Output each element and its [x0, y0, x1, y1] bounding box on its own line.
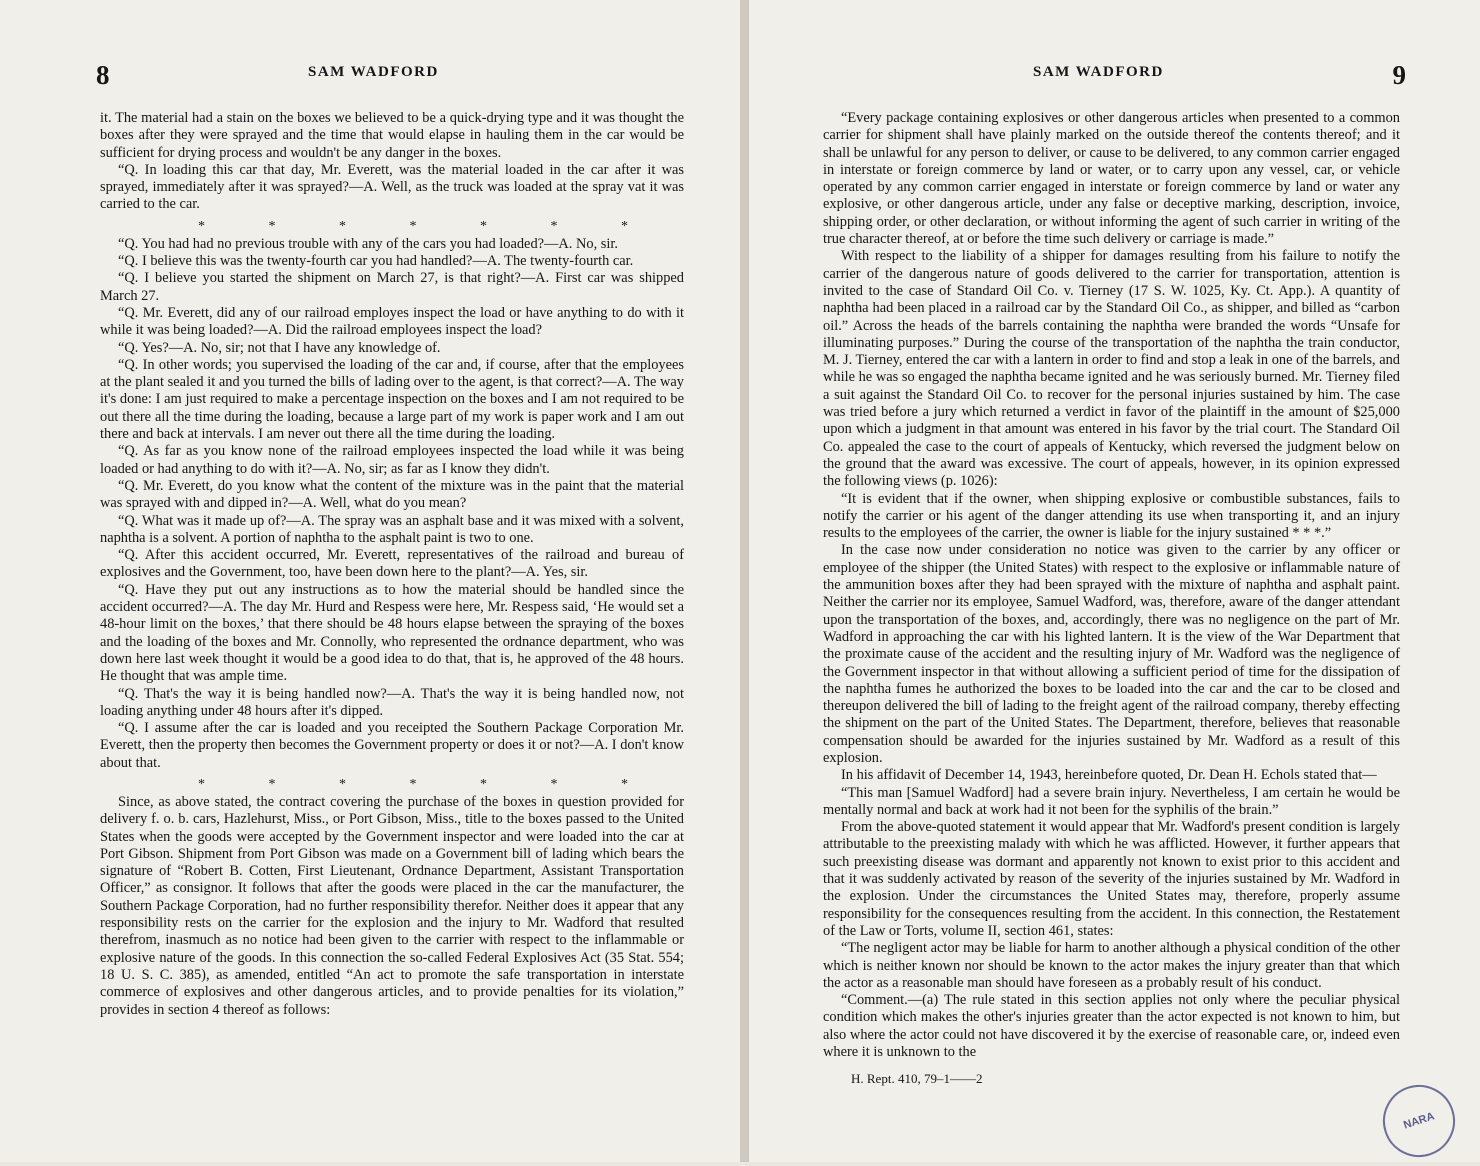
paragraph: With respect to the liability of a shipper for damages resulting from his failure to notify the carrier of the dangerous nature of goods delivered to the carrier for transportation, attention is invited to the case of Standard Oil Co. v. Tierney (17 S. W. 1025, Ky. Ct. App.). A quantity of naphtha had been placed in a railroad car by the Standard Oil Co., as shipper, and billed as “carbon oil.” Across the heads of the barrels containing the naphtha were branded the words “Unsafe for illuminating purposes.” During the course of the transportation of the naphtha the train conductor, M. J. Tierney, entered the car with a lantern in order to find and stop a leak in one of the barrels, and while he was so engaged the naphtha became ignited and he was seriously burned. Mr. Tierney filed a suit against the Standard Oil Co. to recover for the personal injuries sustained by him. The case was tried before a jury which returned a verdict in favor of the plaintiff in the amount of $25,000 upon which a judgment in that amount was entered in his favor by the trial court. The Standard Oil Co. appealed the case to the court of appeals of Kentucky, which reversed the judgment below on the ground that the award was excessive. The court of appeals, however, in its opinion expressed the following views (p. 1026): — [823, 248, 1400, 490]
asterisk: * — [339, 218, 346, 234]
paragraph: “Q. In loading this car that day, Mr. Everett, was the material loaded in the car after it was sprayed, immediately after it was sprayed?—A. Well, as the truck was loaded at the spray vat it was carried to the car. — [100, 161, 684, 213]
right-page-header — [823, 60, 1406, 110]
asterisk: * — [339, 776, 346, 792]
asterisk: * — [480, 218, 487, 234]
paragraph: “Q. I believe this was the twenty-fourth car you had handled?—A. The twenty-fourth car. — [118, 253, 634, 270]
book-gutter — [740, 0, 748, 1162]
paragraph: In his affidavit of December 14, 1943, hereinbefore quoted, Dr. Dean H. Echols stated that— — [841, 767, 1377, 784]
running-title: SAM WADFORD — [1033, 64, 1164, 80]
asterisk: * — [480, 776, 487, 792]
ellipsis-break — [100, 778, 684, 792]
paragraph: “Q. I believe you started the shipment on March 27, is that right?—A. First car was shipped March 27. — [100, 270, 684, 304]
left-page — [0, 0, 740, 1162]
paragraph: “Q. What was it made up of?—A. The spray was an asphalt base and it was mixed with a solvent, naphtha is a solvent. A portion of naphtha to the asphalt paint is two to one. — [100, 512, 684, 546]
running-title: SAM WADFORD — [308, 64, 439, 80]
asterisk: * — [268, 776, 276, 792]
asterisk: * — [409, 218, 417, 234]
paragraph: it. The material had a stain on the boxes we believed to be a quick-drying type and it was thought the boxes after they were sprayed and the time that would elapse in hauling them in the car would be sufficient for drying process and wouldn't be any danger in the boxes. — [100, 110, 684, 161]
paragraph: “Q. Mr. Everett, do you know what the content of the mixture was in the paint that the material was sprayed with and dipped in?—A. Well, what do you mean? — [100, 477, 684, 512]
paragraph: “Q. Mr. Everett, did any of our railroad employes inspect the load or have anything to do with it while it was being loaded?—A. Did the railroad employees inspect the load? — [100, 304, 684, 339]
paragraph: In the case now under consideration no notice was given to the carrier by any officer or employee of the shipper (the United States) with respect to the explosive or inflammable nature of the ammunition boxes after they had been sprayed with the mixture of naphtha and asphalt paint. Neither the carrier nor its employee, Samuel Wadford, was, therefore, aware of the danger attendant upon the transportation of the boxes, and, accordingly, there was no negligence on the part of Mr. Wadford in approaching the car with his lighted lantern. It is the view of the War Department that the proximate cause of the accident and the resulting injury of Mr. Wadford was the negligence of the Government inspector in that without allowing a sufficient period of time for the dissipation of the naphtha fumes he authorized the boxes to be loaded into the car and the car to be closed and thereupon delivered the bill of lading to the freight agent of the railroad company, thereby effecting the shipment on the part of the United States. The Department, therefore, believes that reasonable compensation should be awarded for the injuries sustained by Mr. Wadford as a result of this explosion. — [823, 542, 1400, 766]
paragraph: “Q. Have they put out any instructions as to how the material should be handled since the accident occurred?—A. The day Mr. Hurd and Respess were here, Mr. Respess said, ‘He would set a 48-hour limit on the boxes,’ that there should be 48 hours elapse between the spraying of the boxes and the loading of the boxes and Mr. Connolly, who represented the ordnance department, who was down here last week thought it would be a good idea to do that, that is, he approved of the 48 hours. He thought that was ample time. — [100, 581, 684, 685]
asterisk: * — [198, 776, 205, 792]
paragraph: “Comment.—(a) The rule stated in this section applies not only where the peculiar physical condition which makes the other's injuries greater than the actor expected is not known to him, but also where the actor could not have discovered it by the exercise of reasonable care, or, indeed even where it is unknown to the — [823, 992, 1400, 1061]
paragraph: “Q. As far as you know none of the railroad employees inspected the load while it was being loaded or had anything to do with it?—A. No, sir; as far as I know they didn't. — [100, 443, 684, 477]
paragraph: “Every package containing explosives or other dangerous articles when presented to a common carrier for shipment shall have plainly marked on the outside thereof the contents thereof; and it shall be unlawful for any person to deliver, or cause to be delivered, to any common carrier engaged in interstate or foreign commerce by land or water, or to carry upon any vessel, car, or vehicle operated by any common carrier engaged in interstate or foreign commerce by land or water any explosive, or other dangerous article, under any false or deceptive marking, description, invoice, shipping order, or other declaration, or without informing the agent of such carrier in writing of the true character thereof, at or before the time such delivery or carriage is made.” — [823, 110, 1400, 248]
paragraph: “It is evident that if the owner, when shipping explosive or combustible substances, fails to notify the carrier or his agent of the danger attending its use when transporting it, and an injury results to the employees of the carrier, the owner is liable for the injury sustained * * *.” — [823, 490, 1400, 542]
ellipsis-break — [100, 220, 684, 234]
paragraph: “This man [Samuel Wadford] had a severe brain injury. Nevertheless, I am certain he would be mentally normal and back at work had it not been for the syphilis of the brain.” — [823, 784, 1400, 818]
paragraph: “Q. I assume after the car is loaded and you receipted the Southern Package Corporation Mr. Everett, then the property then becomes the Government property or does it or not?—A. I don't know about that. — [100, 720, 684, 771]
paragraph: “Q. Yes?—A. No, sir; not that I have any knowledge of. — [118, 339, 441, 356]
asterisk: * — [198, 218, 205, 234]
paragraph: “Q. That's the way it is being handled now?—A. That's the way it is being handled now, not loading anything under 48 hours after it's dipped. — [100, 685, 684, 719]
right-page — [748, 0, 1480, 1162]
paragraph: From the above-quoted statement it would appear that Mr. Wadford's present condition is largely attributable to the preexisting malady with which he was afflicted. However, it further appears that such preexisting disease was dormant and apparently not known to exist prior to this accident and that it was suddenly activated by reason of the severity of the injuries sustained by Mr. Wadford in the explosion. Under the circumstances the United States may, therefore, properly assume responsibility for the consequences resulting from the accident. In this connection, the Restatement of the Law or Torts, volume II, section 461, states: — [823, 819, 1400, 939]
asterisk: * — [409, 776, 417, 792]
asterisk: * — [621, 776, 628, 792]
asterisk: * — [550, 218, 558, 234]
asterisk: * — [268, 218, 276, 234]
page-footer: H. Rept. 410, 79–1——2 — [851, 1071, 983, 1087]
paragraph: Since, as above stated, the contract covering the purchase of the boxes in question provided for delivery f. o. b. cars, Hazlehurst, Miss., or Port Gibson, Miss., title to the boxes passed to the United States when the goods were accepted by the Government inspector and were loaded into the car at Port Gibson. Shipment from Port Gibson was made on a Government bill of lading which bears the signature of “Robert B. Cotten, First Lieutenant, Ordnance Department, Assistant Transportation Officer,” as consignor. It follows that after the goods were placed in the car the manufacturer, the Southern Package Corporation, had no further responsibility therefor. Neither does it appear that any responsibility rests on the carrier for the explosion and the injury to Mr. Wadford that resulted therefrom, inasmuch as no notice had been given to the carrier with respect to the inflammable or explosive nature of the goods. In this connection the so-called Federal Explosives Act (35 Stat. 554; 18 U. S. C. 385), as amended, entitled “An act to promote the safe transportation in interstate commerce of explosives and other dangerous articles, and to provide penalties for its violation,” provides in section 4 thereof as follows: — [100, 793, 684, 1018]
page-number: 9 — [1392, 60, 1406, 90]
left-page-header — [96, 60, 684, 110]
paragraph: “The negligent actor may be liable for harm to another although a physical condition of the other which is neither known nor should be known to the actor makes the injury greater than that which the actor as a reasonable man should have foreseen as a probably result of his conduct. — [823, 940, 1400, 991]
asterisk: * — [621, 218, 628, 234]
asterisk: * — [550, 776, 558, 792]
page-number: 8 — [96, 60, 110, 90]
library-stamp-icon: NARA — [1374, 1076, 1465, 1166]
paragraph: “Q. You had had no previous trouble with any of the cars you had loaded?—A. No, sir. — [118, 235, 618, 252]
paragraph: “Q. In other words; you supervised the loading of the car and, if course, after that the employees at the plant sealed it and you turned the bills of lading over to the agent, is that correct?—A. The way it's done: I am just required to make a percentage inspection on the boxes and I am not required to be out there all the time during the loading, because a large part of my work is paper work and I am out there and back at intervals. I am never out there all the time during the loading. — [100, 356, 684, 443]
paragraph: “Q. After this accident occurred, Mr. Everett, representatives of the railroad and bureau of explosives and the Government, too, have been down here to the plant?—A. Yes, sir. — [100, 547, 684, 581]
